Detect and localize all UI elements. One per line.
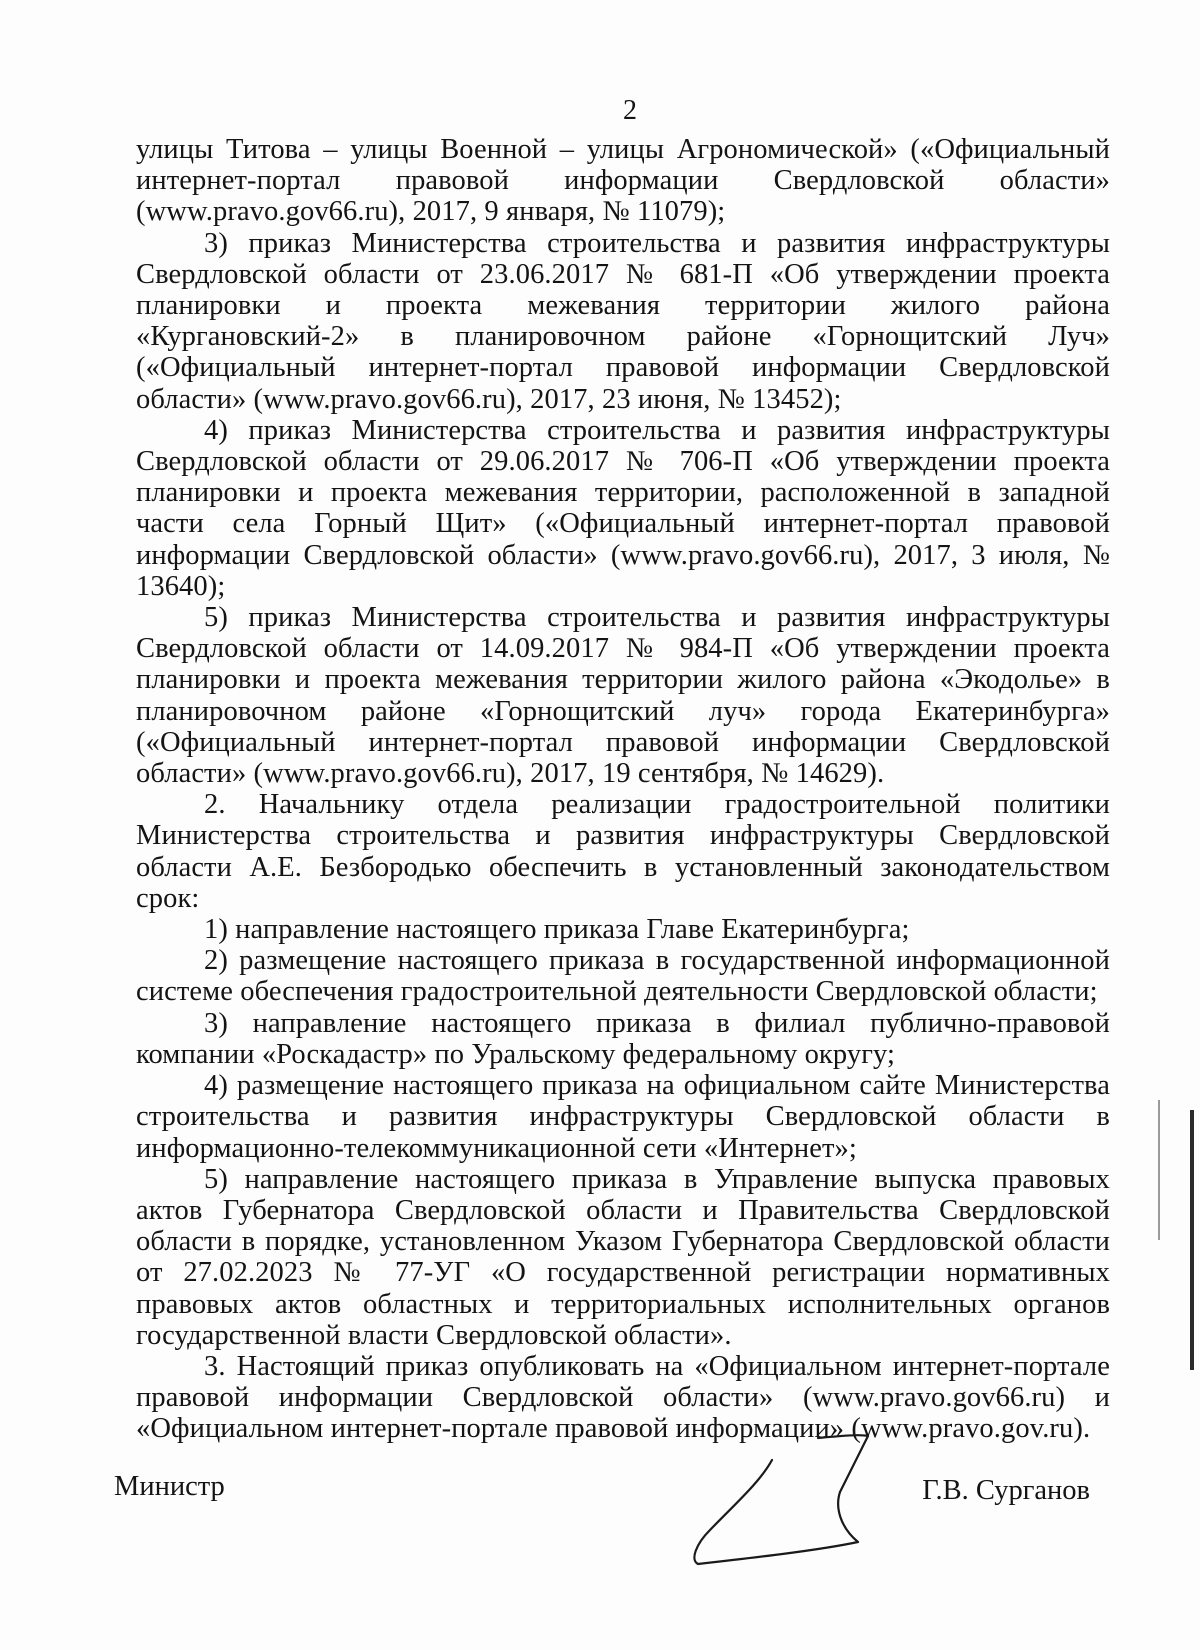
paragraph-item-3: 3) приказ Министерства строительства и развития инфраструктуры Свердловской области от 23.06.2017 № 681-П «Об утверждении проекта планировки и проекта межевания территории жилого района «Кургановский-2» в планировочном районе «Горнощитский Луч» («Официальный интернет-портал правовой информации Свердловской области» (www.pravo.gov66.ru), 2017, 23 июня, № 13452); (136, 227, 1110, 415)
paragraph-continuation: улицы Титова – улицы Военной – улицы Агрономической» («Официальный интернет-портал правовой информации Свердловской области» (www.pravo.gov66.ru), 2017, 9 января, № 11079); (136, 134, 1110, 228)
paragraph-subitem-4: 4) размещение настоящего приказа на официальном сайте Министерства строительства и развития инфраструктуры Свердловской области в информационно-телекоммуникационной сети «Интернет»; (136, 1070, 1110, 1164)
signatory-title: Министр (114, 1471, 225, 1502)
paragraph-subitem-1: 1) направление настоящего приказа Главе Екатеринбурга; (204, 914, 910, 946)
paragraph-subitem-5: 5) направление настоящего приказа в Управление выпуска правовых актов Губернатора Свердловской области и Правительства Свердловской области в порядке, установленном Указом Губернатора Свердловской области от 27.02.2023 № 77-УГ «О государственной регистрации нормативных правовых актов областных и территориальных исполнительных органов государственной власти Свердловской области». (136, 1163, 1110, 1351)
scan-edge-mark (1190, 1110, 1194, 1370)
signatory-name: Г.В. Сурганов (922, 1475, 1090, 1506)
page-number: 2 (623, 95, 637, 126)
scan-edge-mark-faint (1158, 1100, 1160, 1240)
paragraph-item-5: 5) приказ Министерства строительства и развития инфраструктуры Свердловской области от 14.09.2017 № 984-П «Об утверждении проекта планировки и проекта межевания территории жилого района «Экодолье» в планировочном районе «Горнощитский луч» города Екатеринбурга» («Официальный интернет-портал правовой информации Свердловской области» (www.pravo.gov66.ru), 2017, 19 сентября, № 14629). (136, 602, 1110, 790)
handwritten-signature (690, 1432, 920, 1582)
paragraph-section-3: 3. Настоящий приказ опубликовать на «Официальном интернет-портале правовой информации Свердловской области» (www.pravo.gov66.ru) и «Официальном интернет-портале правовой информации» (www.pravo.gov.ru). (136, 1350, 1110, 1445)
paragraph-subitem-2: 2) размещение настоящего приказа в государственной информационной системе обеспечения градостроительной деятельности Свердловской области; (136, 945, 1110, 1008)
document-body (136, 134, 1110, 1445)
paragraph-subitem-3: 3) направление настоящего приказа в филиал публично-правовой компании «Роскадастр» по Уральскому федеральному округу; (136, 1007, 1110, 1070)
paragraph-item-4: 4) приказ Министерства строительства и развития инфраструктуры Свердловской области от 29.06.2017 № 706-П «Об утверждении проекта планировки и проекта межевания территории, расположенной в западной части села Горный Щит» («Официальный интернет-портал правовой информации Свердловской области» (www.pravo.gov66.ru), 2017, 3 июля, № 13640); (136, 414, 1110, 602)
paragraph-section-2: 2. Начальнику отдела реализации градостроительной политики Министерства строительства и развития инфраструктуры Свердловской области А.Е. Безбородько обеспечить в установленный законодательством срок: (136, 789, 1110, 914)
